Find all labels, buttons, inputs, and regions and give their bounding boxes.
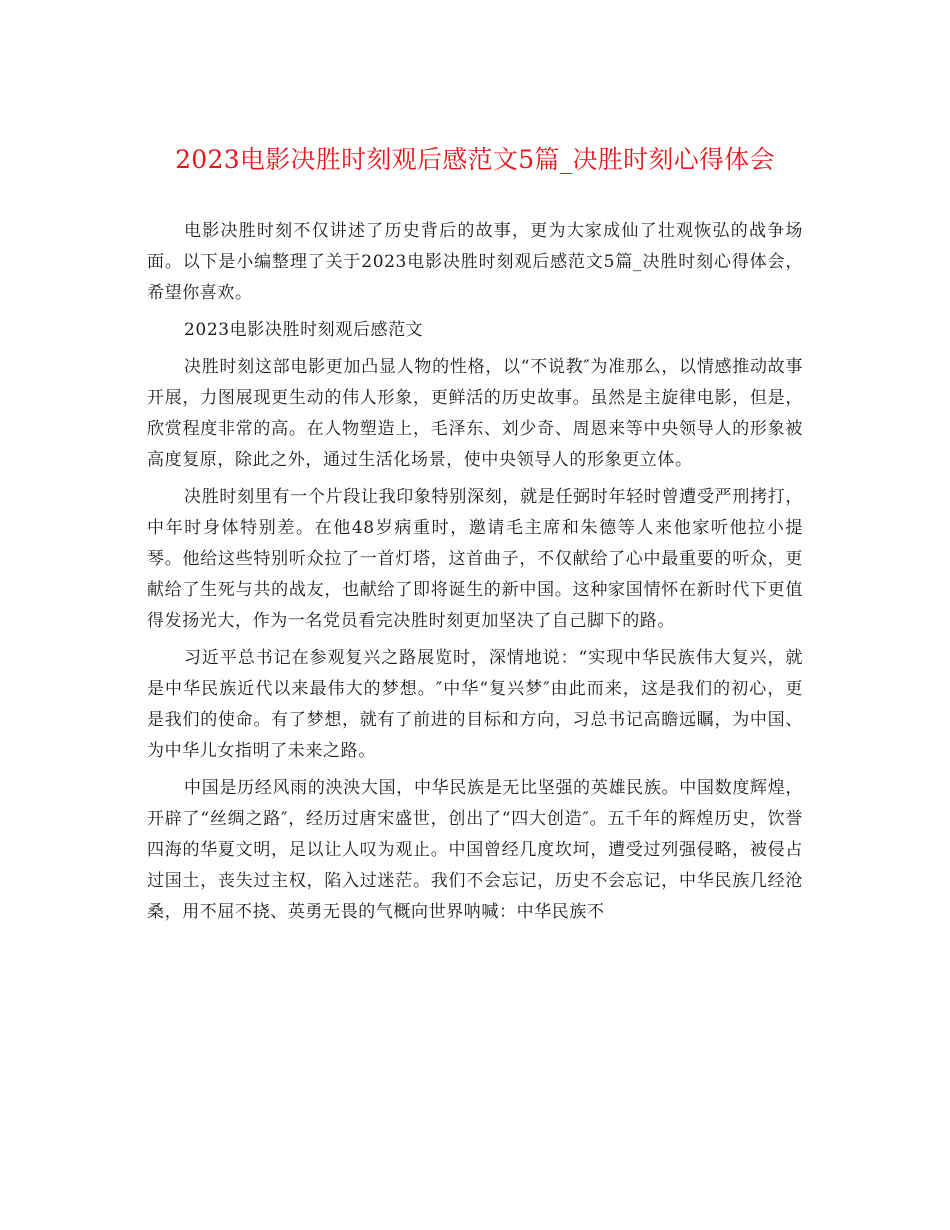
paragraph: 决胜时刻里有一个片段让我印象特别深刻，就是任弼时年轻时曾遭受严刑拷打，中年时身体特别差。在他48岁病重时，邀请毛主席和朱德等人来他家听他拉小提琴。他给这些特别听众拉了一首灯塔，这首曲子，不仅献给了心中最重要的听众，更献给了生死与共的战友，也献给了即将诞生的新中国。这种家国情怀在新时代下更值得发扬光大，作为一名党员看完决胜时刻更加坚决了自己脚下的路。 bbox=[147, 487, 803, 631]
paragraph: 中国是历经风雨的泱泱大国，中华民族是无比坚强的英雄民族。中国数度辉煌，开辟了“丝绸之路″，经历过唐宋盛世，创出了“四大创造″。五千年的辉煌历史，饮誉四海的华夏文明，足以让人叹为观止。中国曾经几度坎坷，遭受过列强侵略，被侵占过国土，丧失过主权，陷入过迷茫。我们不会忘记，历史不会忘记，中华民族几经沧桑，用不屈不挠、英勇无畏的气概向世界呐喊：中华民族不 bbox=[147, 778, 803, 922]
paragraph-intro: 电影决胜时刻不仅讲述了历史背后的故事，更为大家成仙了壮观恢弘的战争场面。以下是小编整理了关于2023电影决胜时刻观后感范文5篇_决胜时刻心得体会，希望你喜欢。 bbox=[147, 221, 803, 303]
section-heading: 2023电影决胜时刻观后感范文 bbox=[184, 320, 424, 340]
paragraph: 决胜时刻这部电影更加凸显人物的性格，以“不说教″为准那么，以情感推动故事开展，力图展现更生动的伟人形象，更鲜活的历史故事。虽然是主旋律电影，但是，欣赏程度非常的高。在人物塑造上，毛泽东、刘少奇、周恩来等中央领导人的形象被高度复原，除此之外，通过生活化场景，使中央领导人的形象更立体。 bbox=[147, 357, 803, 470]
paragraph: 习近平总书记在参观复兴之路展览时，深情地说：“实现中华民族伟大复兴，就是中华民族近代以来最伟大的梦想。″中华“复兴梦″由此而来，这是我们的初心，更是我们的使命。有了梦想，就有了前进的目标和方向，习总书记高瞻远瞩，为中国、为中华儿女指明了未来之路。 bbox=[147, 648, 803, 761]
document-body bbox=[147, 216, 803, 934]
document-title: 2023电影决胜时刻观后感范文5篇_决胜时刻心得体会 bbox=[175, 145, 775, 174]
